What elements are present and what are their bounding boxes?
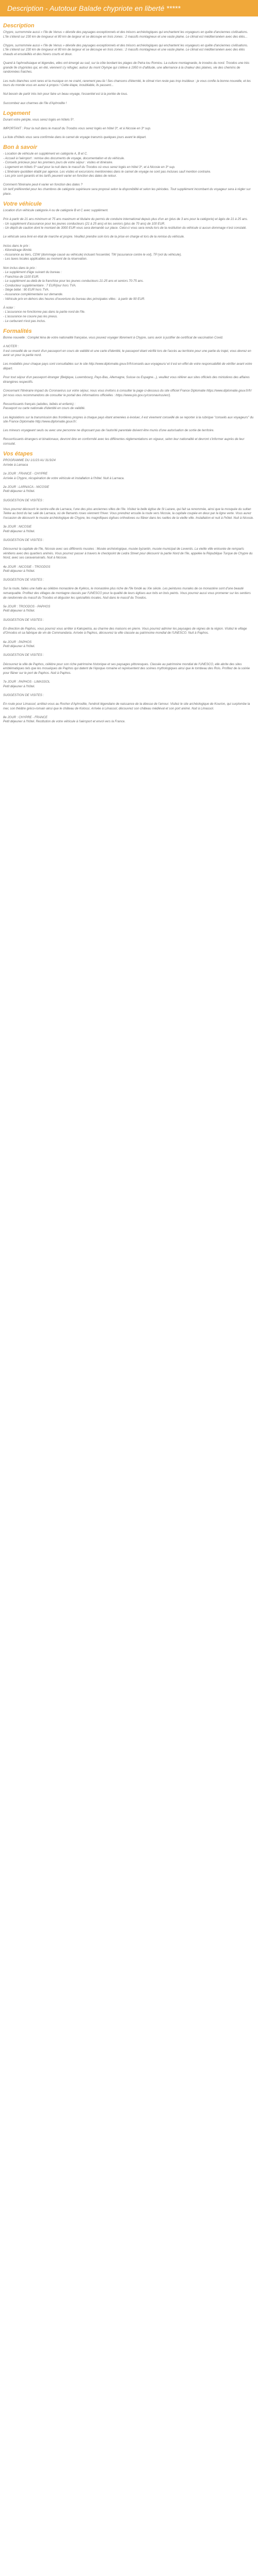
paragraph: Durant votre périple, vous serez logés en hôtels 5*. xyxy=(3,117,75,122)
paragraph: Nul besoin de partir très loin pour faire un beau voyage, l'essentiel est à la portée de tous. xyxy=(3,92,128,96)
paragraph: Découvrez la capitale de l'île, Nicosie avec ses différents musées : Musée archéologique, musée byzantin, musée municipal de Leventis. La vieille ville entourée de remparts vénitiens avec des quartiers animés. Vous pourrez passer à travers le checkpoint de Ledra Street pour découvrir la partie Nord de l'île, appelée la République Turque de Chypre du Nord, avec ses caravansérails. Nuit à Nicosie. xyxy=(3,547,253,560)
paragraph: SUGGESTION DE VISITES : xyxy=(3,618,44,622)
paragraph: 1e JOUR : FRANCE - CHYPRE Arrivée à Chypre, récupération de votre véhicule et installation à l'hôtel. Nuit à Larnaca. xyxy=(3,472,125,480)
paragraph: En direction de Paphos, vous pourrez vous arrêter à Kakopetria, au charme des maisons en pierre. Vous pourrez admirer les paysages de vignes de la région. Visitez le village d'Omodos et sa fabrique de vin de Commandaria. Arrivée à Paphos, découvrez la ville classée au patrimoine mondial de l'UNESCO. Nuit à Paphos. xyxy=(3,626,247,635)
paragraph: Le véhicule sera livré en état de marche et propre. Veuillez prendre soin lors de la prise en charge et lors de la remise du véhicule. xyxy=(3,235,185,239)
section-description xyxy=(3,23,255,106)
section-vehicule xyxy=(3,201,255,324)
paragraph: 3e JOUR : NICOSIE Petit déjeuner à l'hôtel. xyxy=(3,525,35,533)
header-title: Description - Autotour Balade chypriote en liberté ***** xyxy=(7,4,181,12)
paragraph: 7e JOUR : PAPHOS - LIMASSOL Petit déjeuner à l'hôtel. xyxy=(3,680,50,688)
section-title: Formalités xyxy=(3,328,32,334)
section-bon-a-savoir xyxy=(3,144,255,196)
paragraph: A NOTER : Il est conseillé de se munir d'un passeport en cours de validité et une carte d'identité, le passeport étant vérifié lors de l'accès au territoire pour une partie du trajet, vous devrez en avoir un pour la partie nord. xyxy=(3,345,251,358)
paragraph: Comment l'itinéraire peut-il varier en fonction des dates ? Un tarif préférentiel pour les chambres de catégorie supérieure sera proposé selon la disponibilité et selon les périodes. Tout supplément incombant du voyageur sera à régler sur place. xyxy=(3,183,251,196)
section-title: Vos étapes xyxy=(3,451,33,457)
paragraph: Inclus dans le prix : - Kilométrage illimité. - Assurance au tiers, CDW (dommage causé au véhicule) incluant l'essentiel, TW (assurance contre le vol), TP (vol du véhicule). - Les taxes locales applicables au moment de la réservation. xyxy=(3,244,182,261)
description-content xyxy=(0,16,258,724)
paragraph: SUGGESTION DE VISITES : xyxy=(3,498,44,502)
paragraph: Découvrez la ville de Paphos, célèbre pour son riche patrimoine historique et ses paysages pittoresques. Classée au patrimoine mondial de l'UNESCO, elle abrite des sites emblématiques tels que les mosaïques de Paphos qui datent de l'époque romaine et représentent des scènes mythologiques ainsi que le tombeau des Rois. Profitez de la soirée pour flâner sur le port de Paphos. Nuit à Paphos. xyxy=(3,662,250,675)
paragraph: 5e JOUR : TROODOS - PAPHOS Petit déjeuner à l'hôtel. xyxy=(3,604,51,613)
paragraph: Les modalités pour chaque pays sont consultables sur le site http://www.diplomatie.gouv.fr/fr/conseils-aux-voyageurs/ et il est en effet de votre responsabilité de vérifier avant votre départ. xyxy=(3,362,252,370)
paragraph: Quand à l'aphrodisiaque et légendes, elles ont émergé au sud, sur la côte bordant les plages de Petra tou Romiou. La culture montagnarde, le troodos du nord. Troodos une très grande île chypriotes qui, en été, viennent s'y réfugier, autour du mont Olympe qui s'élève à 1950 m d'altitude, une alternance à la chaleur des plaines, vie des chemins de randonnées fraiches. xyxy=(3,61,250,74)
section-title: Logement xyxy=(3,110,30,116)
paragraph: Sur la route, faites une halte au célèbre monastère de Kykkos, le monastère plus riche de l'île fondé au XIe siècle. Les peintures murales de ce monastère sont d'une beauté remarquable. Profitez des villages de montagne classés par l'UNESCO pour la qualité de leurs églises aux toits en bois peints. Vous pourrez aussi vous promener sur les sentiers de randonnée du massif du Troodos et déguster les spécialités locales. Nuit dans le massif du Troodos. xyxy=(3,587,251,600)
paragraph: Chypre, surnommée aussi « l'île de Venus » dévoile des paysages exceptionnels et des trésors archéologiques qui enchantent les voyageurs en quête d'anciennes civilisations. L'île s'étend sur 230 km de longueur et 80 km de largeur et se découpe en trois zones : 2 massifs montagneux et une vaste plaine. Le climat est méditerranéen avec des étés chauds et ensoleillés et des hivers courts et doux. xyxy=(3,43,248,56)
paragraph: - Location de véhicule en supplément en catégorie A, B et C. - Accueil à l'aéroport : remise des documents de voyage, documentation et du véhicule. - Conseils précieux pour les premiers jours de votre séjour : visites et itinéraire. - Logement en hôtels 5* sauf pour la nuit dans le massif du Troodos où vous serez logés en hôtel 3*, et à Nicosie en 3* sup. - L'itinéraire quotidien établi par agence. Les visites et excursions mentionnées dans le carnet de voyage ne sont pas incluses sauf mention contraire. - Les prix sont garantis et les tarifs peuvent varier en fonction des dates de retour. xyxy=(3,152,211,178)
paragraph: 6e JOUR : PAPHOS Petit déjeuner à l'hôtel. xyxy=(3,640,35,649)
paragraph: Chypre, surnommée aussi « l'île de Venus » dévoile des paysages exceptionnels et des trésors archéologiques qui enchantent les voyageurs en quête d'anciennes civilisations. L'île s'étend sur 230 km de longueur et 80 km de largeur et se découpe en trois zones : 2 massifs montagneux et une vaste plaine. Le climat est méditerranéen avec des étés... xyxy=(3,30,248,39)
paragraph: 8e JOUR : CHYPRE - FRANCE Petit déjeuner à l'hôtel. Restitution de votre véhicule à l'aéroport et envol vers la France. xyxy=(3,715,126,724)
paragraph: 2e JOUR : LARNACA - NICOSIE Petit déjeuner à l'hôtel. xyxy=(3,485,50,494)
paragraph: Ressortissants étrangers et binationaux, devront être en conformité avec les différentes réglementations en vigueur, selon leur nationalité et devront s'informer auprès de leur consulat. xyxy=(3,437,245,446)
paragraph: PROGRAMME DU 1/1/23 AU 31/3/24 Arrivée à Larnaca xyxy=(3,459,56,467)
paragraph: SUGGESTION DE VISITES : xyxy=(3,578,44,582)
section-logement xyxy=(3,110,255,140)
paragraph: Les mineurs voyageant seuls ou avec une personne ne disposant pas de l'autorité parentale doivent être munis d'une autorisation de sortie de territoire. xyxy=(3,429,215,433)
paragraph: Vous pourrez découvrir le centre-ville de Larnaca, l'une des plus anciennes villes de l'île. Visitez la belle église de St Lazare, qui fait sa renommée, ainsi que la mosquée du sultan Tekke au bord du lac salé de Larnaca, où de flamants roses viennent l'hiver. Vous prendrez ensuite la route vers Nicosie, la capitale coupée en deux par la ligne verte. Vous aurez l'occasion de découvrir le musée archéologique de Chypre, les magnifiques églises orthodoxes ou flâner dans les ruelles de la vieille ville. Installation et nuit à l'hôtel. Nuit à Nicosie. xyxy=(3,507,254,520)
paragraph: En route pour Limassol, arrêtez-vous au Rocher d'Aphrodite, l'endroit légendaire de naissance de la déesse de l'amour. Visitez le site archéologique de Kourion, qui surplombe la mer, son théâtre gréco-romain ainsi que le château de Kolossi. Arrivée à Limassol, découvrez son château médiéval et son port animé. Nuit à Limassol. xyxy=(3,702,250,710)
section-etapes xyxy=(3,451,255,724)
paragraph: Ressortissants français (adultes, bébés et enfants) : Passeport ou carte nationale d'identité en cours de validité. xyxy=(3,402,86,411)
page-header xyxy=(0,0,258,16)
paragraph: Prix à partir de 21 ans minimum et 75 ans maximum et titulaire du permis de conduire international depuis plus d'un an (plus de 3 ans pour la catégorie) et âgés de 21 à 25 ans. - Un supplément d'assurance pour les jeunes conducteurs (21 à 25 ans) et les seniors (plus de 70 ans) de 100 EUR. - Un dépôt de caution dont le montant de 3000 EUR vous sera demandé sur place. Celui-ci vous sera rendu lors de la restitution du véhicule si aucun dommage n'est constaté. xyxy=(3,217,248,230)
paragraph: IMPORTANT : Pour la nuit dans le massif du Troodos vous serez logés en hôtel 3*, et à Nicosie en 3* sup. xyxy=(3,126,151,130)
paragraph: 4e JOUR : NICOSIE - TROODOS Petit déjeuner à l'hôtel. xyxy=(3,565,51,573)
paragraph: Concernant l'itinéraire impact du Coronavirus sur votre séjour, nous vous invitons à consulter la page ci-dessous du site officiel France Diplomatie https://www.diplomatie.gouv.fr/fr/ (et nous vous recommandons de consulter le portail des informations officielles : https://www.pio.gov.cy/coronavirus/en/). xyxy=(3,388,252,397)
paragraph: Pour tout séjour d'un passeport étranger (Belgique, Luxembourg, Pays-Bas, Allemagne, Suisse ou Espagne...), veuillez vous référer aux sites officiels des ministères des affaires étrangères respectifs. xyxy=(3,376,250,384)
paragraph: SUGGESTION DE VISITES : xyxy=(3,538,44,542)
paragraph: Les législations sur la transmission des frontières propres à chaque pays étant amenées à évoluer, il est vivement conseillé de se reporter à la rubrique "conseils aux voyageurs" du site France Diplomatie http://www.diplomatie.gouv.fr/. xyxy=(3,415,254,424)
paragraph: Non inclus dans le prix : - Le supplément d'âge suivant du bureau : - Franchise de 1100 EUR. - Le supplément au-delà de la franchise pour les jeunes conducteurs 21-25 ans et seniors 70-75 ans. - Conducteur supplémentaire : 7 EUR/jour hors TVA. - Siège bébé : 90 EUR hors TVA. - Assurance complémentaire sur demande. - Véhicule prix en dehors des heures d'ouverture du bureau des principales villes : à partir de 90 EUR. xyxy=(3,266,146,301)
paragraph: À noter : - L'assurance ne fonctionne pas dans la partie nord de l'île. - L'assurance ne couvre pas les pneus. - Le carburant n'est pas inclus. xyxy=(3,306,86,323)
section-title: Votre véhicule xyxy=(3,200,42,207)
paragraph: Bonne nouvelle : Complet léna de votre nationalité française, vous pouvez voyager librement à Chypre, sans avoir à justifier de certificat de vaccination Covid. xyxy=(3,335,223,340)
paragraph: La liste d'hôtels vous sera confirmée dans le carnet de voyage transmis quelques jours avant le départ. xyxy=(3,135,147,140)
paragraph: SUGGESTION DE VISITES : xyxy=(3,693,44,697)
section-formalites xyxy=(3,328,255,447)
section-title: Description xyxy=(3,23,35,29)
section-title: Bon à savoir xyxy=(3,144,38,151)
paragraph: Location d'un véhicule catégorie A ou de catégorie B et C avec supplément. xyxy=(3,208,108,212)
paragraph: Succombez aux charmes de l'île d'Aphrodite ! xyxy=(3,101,67,105)
paragraph: Les nuits blanches sont rares et la musique on ne craint, rarement peu-là ! Ses chansons d'éternité, le climat n'en reste pas trop insidieux : je vous confie la bonne nouvelle, et les tours du monde vous en aurez à propos ! Cette étape, inoubliable, ils passent... xyxy=(3,79,251,88)
paragraph: SUGGESTION DE VISITES : xyxy=(3,653,44,657)
